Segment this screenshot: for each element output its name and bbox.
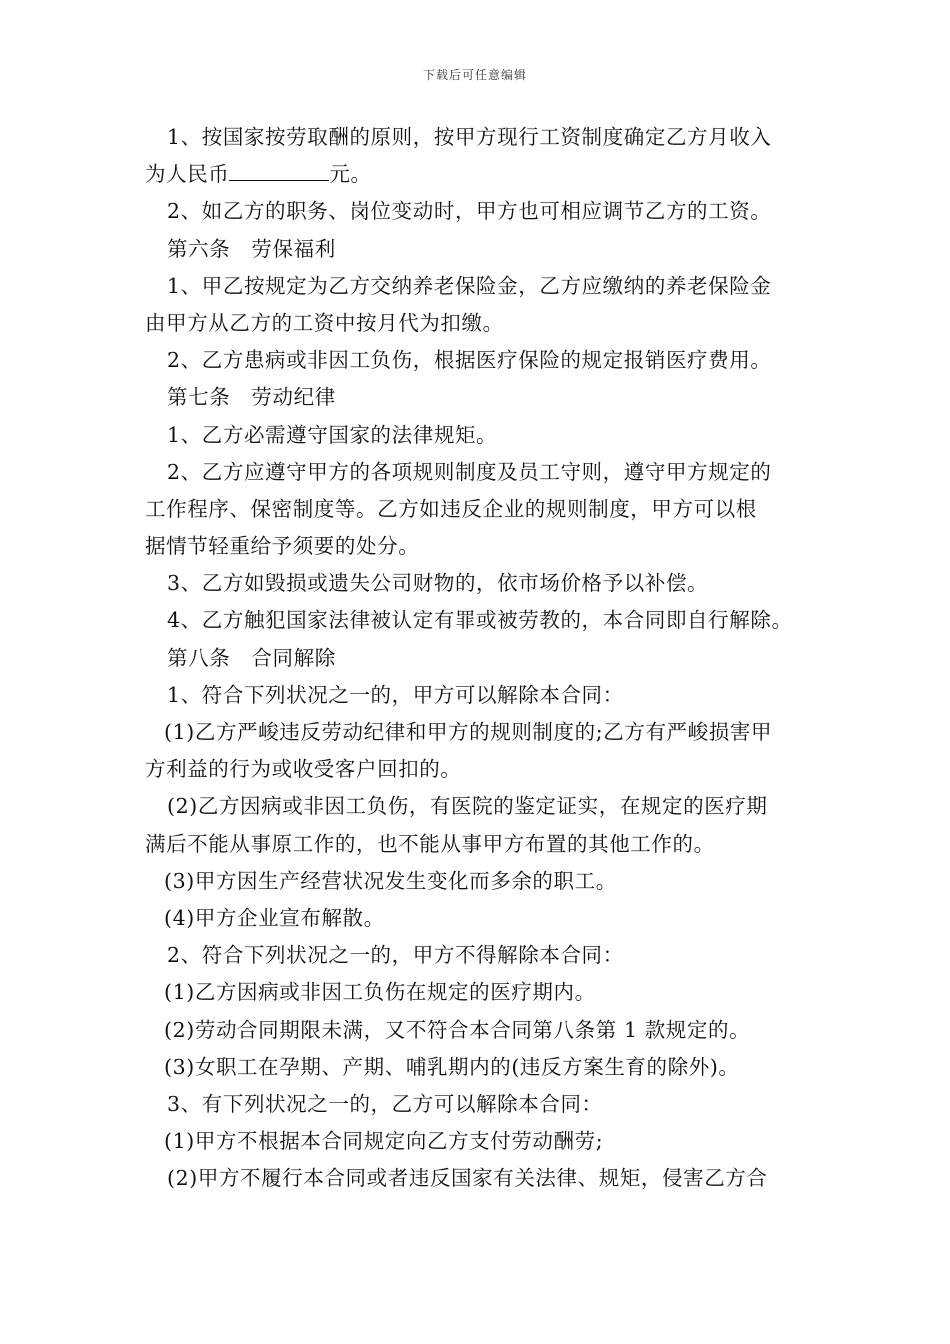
section-heading: 第八条 合同解除 (167, 645, 336, 670)
paragraph-line: 4、乙方触犯国家法律被认定有罪或被劳教的，本合同即自行解除。 (167, 608, 793, 633)
paragraph-line: 1、乙方必需遵守国家的法律规矩。 (167, 422, 498, 447)
paragraph-line: 据情节轻重给予须要的处分。 (145, 534, 420, 559)
paragraph-line: 3、乙方如毁损或遗失公司财物的，依市场价格予以补偿。 (167, 571, 709, 596)
paragraph-line: 由甲方从乙方的工资中按月代为扣缴。 (145, 310, 504, 335)
paragraph-line: (2)乙方因病或非因工负伤，有医院的鉴定证实，在规定的医疗期 (167, 794, 768, 819)
paragraph-line: 1、甲乙按规定为乙方交纳养老保险金，乙方应缴纳的养老保险金 (167, 273, 772, 298)
paragraph-line: (2)甲方不履行本合同或者违反国家有关法律、规矩，侵害乙方合 (167, 1166, 768, 1191)
paragraph-line: 满后不能从事原工作的，也不能从事甲方布置的其他工作的。 (145, 831, 715, 856)
section-heading: 第六条 劳保福利 (167, 236, 336, 261)
page-header: 下载后可任意编辑 (422, 68, 527, 82)
paragraph-line: 1、按国家按劳取酬的原则，按甲方现行工资制度确定乙方月收入 (167, 125, 772, 149)
section-heading: 第七条 劳动纪律 (167, 385, 336, 410)
line-text: 元。 (329, 162, 372, 187)
document-body (145, 119, 815, 1197)
paragraph-line: 2、乙方患病或非因工负伤，根据医疗保险的规定报销医疗费用。 (167, 348, 772, 373)
paragraph-line: (2)劳动合同期限未满，又不符合本合同第八条第 1 款规定的。 (164, 1017, 751, 1042)
paragraph-line: (3)甲方因生产经营状况发生变化而多余的职工。 (164, 868, 617, 893)
paragraph-line: (4)甲方企业宣布解散。 (164, 905, 385, 930)
paragraph-line: (3)女职工在孕期、产期、哺乳期内的(违反方案生育的除外)。 (164, 1054, 740, 1079)
paragraph-line: 2、如乙方的职务、岗位变动时，甲方也可相应调节乙方的工资。 (167, 199, 772, 224)
paragraph-line: 方利益的行为或收受客户回扣的。 (145, 757, 462, 782)
paragraph-line: 1、符合下列状况之一的，甲方可以解除本合同： (167, 682, 624, 707)
paragraph-line (145, 156, 815, 193)
paragraph-line: 2、符合下列状况之一的，甲方不得解除本合同： (167, 943, 624, 968)
paragraph-line: 2、乙方应遵守甲方的各项规则制度及员工守则，遵守甲方规定的 (167, 459, 772, 484)
paragraph-line: (1)乙方因病或非因工负伤在规定的医疗期内。 (164, 980, 596, 1005)
paragraph-line: 工作程序、保密制度等。乙方如违反企业的规则制度，甲方可以根 (145, 496, 757, 521)
salary-blank (229, 162, 329, 181)
paragraph-line: (1)甲方不根据本合同规定向乙方支付劳动酬劳; (164, 1129, 604, 1154)
paragraph-line: 3、有下列状况之一的，乙方可以解除本合同： (167, 1091, 603, 1116)
line-text: 为人民币 (145, 162, 230, 187)
paragraph-line: (1)乙方严峻违反劳动纪律和甲方的规则制度的;乙方有严峻损害甲 (164, 720, 773, 744)
